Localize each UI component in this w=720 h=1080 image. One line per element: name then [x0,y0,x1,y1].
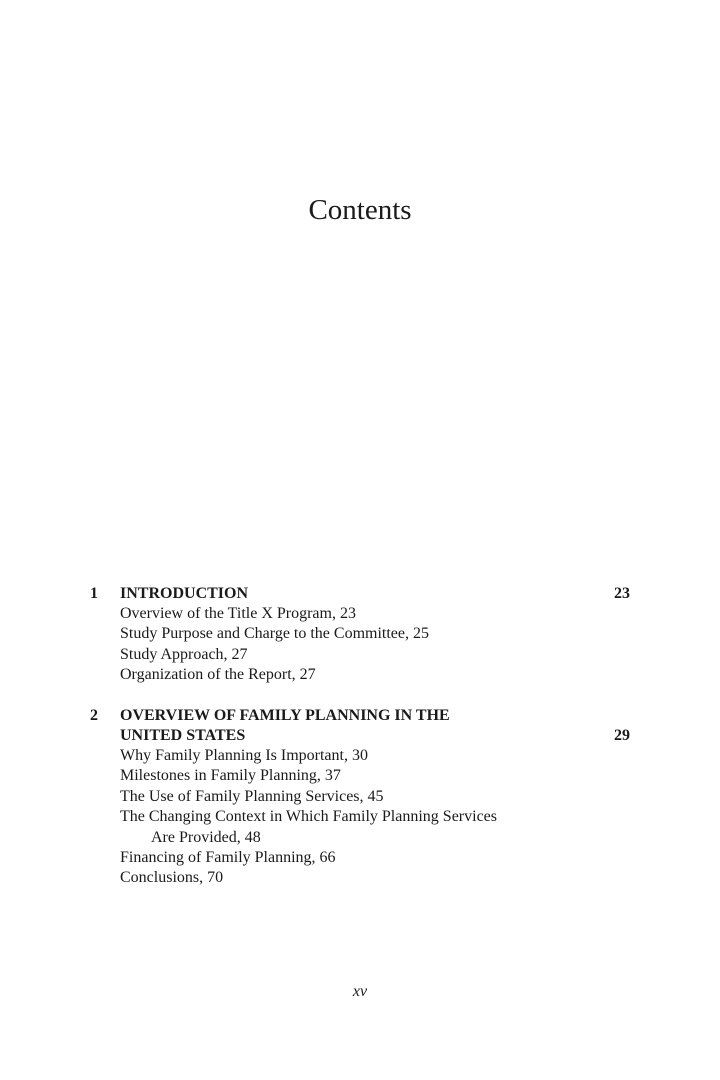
section-entry: Overview of the Title X Program, 23 [120,605,356,622]
chapter-number: 2 [90,707,98,724]
section-entry: The Use of Family Planning Services, 45 [120,788,384,805]
section-entry: The Changing Context in Which Family Planning Services [120,808,497,825]
page-title: Contents [308,194,412,226]
section-entry-continued: Are Provided, 48 [151,829,261,846]
chapter-heading-row [0,584,720,604]
chapter-title-continued: UNITED STATES [120,727,246,744]
section-entry: Study Approach, 27 [120,646,248,663]
section-entry: Organization of the Report, 27 [120,666,316,683]
chapter-title: OVERVIEW OF FAMILY PLANNING IN THE [120,707,450,724]
section-entry: Why Family Planning Is Important, 30 [120,747,368,764]
chapter-title: INTRODUCTION [120,585,249,602]
chapter-heading-row [0,726,720,746]
chapter-heading-row [0,706,720,726]
chapter-number: 1 [90,585,98,602]
page-number: xv [352,983,368,1000]
chapter-page: 23 [614,585,630,602]
section-entry: Milestones in Family Planning, 37 [120,767,341,784]
section-entry: Financing of Family Planning, 66 [120,849,336,866]
section-entry: Study Purpose and Charge to the Committee, 25 [120,625,430,642]
chapter-page: 29 [614,727,630,744]
section-entry: Conclusions, 70 [120,869,224,886]
